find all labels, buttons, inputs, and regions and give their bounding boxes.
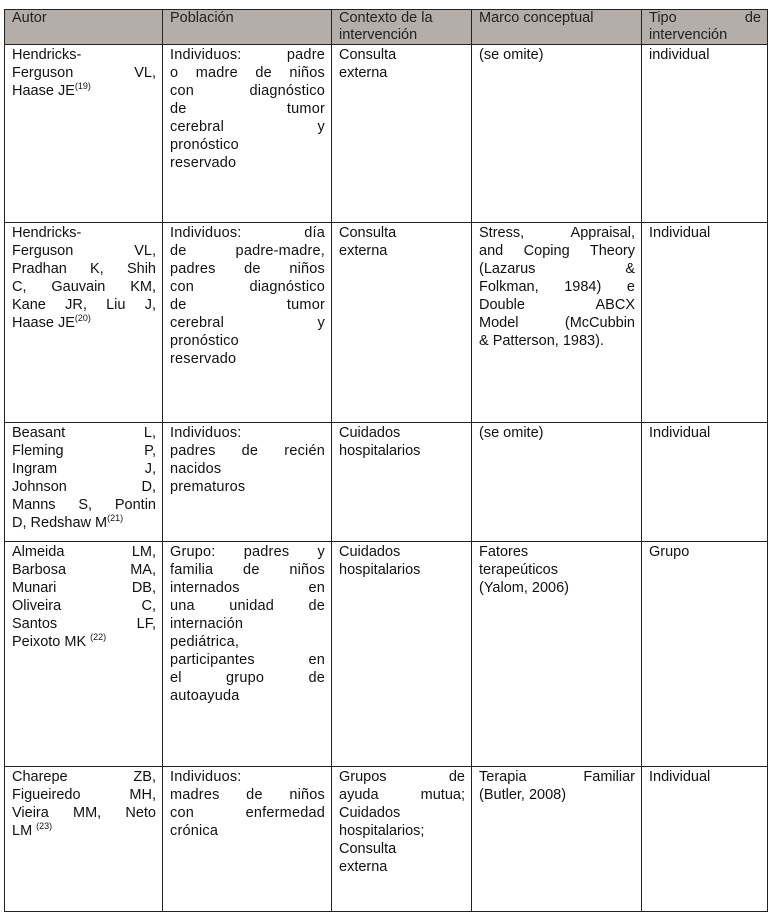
poblacion-text: Individuos: — [170, 769, 242, 785]
autor-line — [12, 278, 156, 296]
autor-line — [12, 64, 156, 82]
poblacion-text: pronóstico — [170, 137, 239, 153]
poblacion-text: o madre de niños — [170, 65, 325, 81]
contexto-line — [339, 804, 465, 822]
marco-text: Model (McCubbin — [479, 315, 635, 331]
contexto-text: hospitalarios — [339, 562, 421, 578]
poblacion-line — [170, 100, 325, 118]
autor-text: LM — [12, 823, 37, 839]
autor-line — [12, 296, 156, 314]
autor-text: Ferguson VL, — [12, 243, 156, 259]
poblacion-text: de tumor — [170, 297, 325, 313]
cell-contexto — [332, 767, 472, 912]
contexto-line — [339, 64, 465, 82]
header-marco: Marco conceptual — [472, 10, 642, 45]
cell-contexto — [332, 542, 472, 767]
cell-contexto — [332, 223, 472, 423]
contexto-text: hospitalarios — [339, 443, 421, 459]
cell-autor — [5, 223, 163, 423]
poblacion-line — [170, 350, 325, 368]
header-contexto: Contexto de la intervención — [332, 10, 472, 45]
marco-line — [479, 561, 635, 579]
poblacion-line — [170, 314, 325, 332]
reference-number: (23) — [36, 821, 53, 831]
poblacion-line — [170, 424, 325, 442]
poblacion-line — [170, 64, 325, 82]
autor-line — [12, 514, 156, 532]
poblacion-line — [170, 82, 325, 100]
autor-line — [12, 46, 156, 64]
poblacion-line — [170, 561, 325, 579]
autor-text: Vieira MM, Neto — [12, 805, 156, 821]
contexto-line — [339, 840, 465, 858]
contexto-line — [339, 46, 465, 64]
poblacion-text: madres de niños — [170, 787, 325, 803]
cell-tipo — [642, 767, 768, 912]
marco-text: Double ABCX — [479, 297, 635, 313]
cell-marco — [472, 223, 642, 423]
autor-text: Barbosa MA, — [12, 562, 156, 578]
marco-line — [479, 768, 635, 786]
autor-line — [12, 478, 156, 496]
table-row — [5, 767, 768, 912]
autor-text: Haase JE — [12, 83, 75, 99]
tipo-text: Individual — [649, 425, 711, 441]
autor-line — [12, 822, 156, 840]
autor-line — [12, 615, 156, 633]
cell-poblacion — [163, 423, 332, 542]
autor-line — [12, 561, 156, 579]
contexto-line — [339, 543, 465, 561]
autor-line — [12, 224, 156, 242]
marco-line — [479, 786, 635, 804]
autor-line — [12, 579, 156, 597]
table-row — [5, 45, 768, 223]
autor-text: Pradhan K, Shih — [12, 261, 156, 277]
contexto-text: hospitalarios; — [339, 823, 425, 839]
poblacion-text: participantes en — [170, 652, 325, 668]
cell-tipo — [642, 45, 768, 223]
header-autor: Autor — [5, 10, 163, 45]
poblacion-text: cerebral y — [170, 119, 325, 135]
marco-line — [479, 296, 635, 314]
autor-line — [12, 633, 156, 651]
poblacion-line — [170, 768, 325, 786]
cell-autor — [5, 767, 163, 912]
contexto-line — [339, 442, 465, 460]
tipo-text: Grupo — [649, 544, 690, 560]
contexto-line — [339, 822, 465, 840]
contexto-line — [339, 858, 465, 876]
poblacion-line — [170, 278, 325, 296]
autor-line — [12, 82, 156, 100]
cell-tipo — [642, 542, 768, 767]
poblacion-line — [170, 46, 325, 64]
autor-line — [12, 786, 156, 804]
header-row — [5, 10, 768, 45]
contexto-line — [339, 561, 465, 579]
autor-line — [12, 424, 156, 442]
poblacion-line — [170, 332, 325, 350]
tipo-text: Individual — [649, 769, 711, 785]
marco-text: & Patterson, 1983). — [479, 333, 604, 349]
contexto-text: Cuidados — [339, 425, 401, 441]
marco-line — [479, 224, 635, 242]
contexto-text: ayuda mutua; — [339, 787, 465, 803]
autor-line — [12, 496, 156, 514]
autor-text: Johnson D, — [12, 479, 156, 495]
cell-marco — [472, 542, 642, 767]
poblacion-text: Individuos: padre — [170, 47, 325, 63]
poblacion-text: reservado — [170, 351, 237, 367]
autor-text: D, Redshaw M — [12, 515, 108, 531]
poblacion-line — [170, 633, 325, 651]
marco-text: (Yalom, 2006) — [479, 580, 569, 596]
cell-marco — [472, 423, 642, 542]
poblacion-text: el grupo de — [170, 670, 325, 686]
poblacion-text: pediátrica, — [170, 634, 240, 650]
cell-marco — [472, 767, 642, 912]
autor-text: Ferguson VL, — [12, 65, 156, 81]
poblacion-line — [170, 651, 325, 669]
cell-contexto — [332, 423, 472, 542]
autor-line — [12, 804, 156, 822]
contexto-text: externa — [339, 859, 388, 875]
poblacion-text: con diagnóstico — [170, 279, 325, 295]
autor-text: Hendricks- — [12, 225, 82, 241]
marco-text: (Butler, 2008) — [479, 787, 567, 803]
marco-text: (se omite) — [479, 47, 544, 63]
autor-line — [12, 460, 156, 478]
marco-line — [479, 424, 635, 442]
cell-autor — [5, 45, 163, 223]
autor-line — [12, 260, 156, 278]
autor-line — [12, 543, 156, 561]
poblacion-text: de padre-madre, — [170, 243, 325, 259]
cell-tipo — [642, 423, 768, 542]
contexto-line — [339, 242, 465, 260]
poblacion-line — [170, 224, 325, 242]
header-tipo: Tipo de intervención — [642, 10, 768, 45]
contexto-text: Grupos de — [339, 769, 465, 785]
autor-line — [12, 442, 156, 460]
poblacion-text: internación — [170, 616, 244, 632]
cell-poblacion — [163, 767, 332, 912]
poblacion-line — [170, 786, 325, 804]
autor-line — [12, 242, 156, 260]
autor-line — [12, 768, 156, 786]
cell-autor — [5, 542, 163, 767]
table-row — [5, 542, 768, 767]
marco-text: (se omite) — [479, 425, 544, 441]
poblacion-text: con enfermedad — [170, 805, 325, 821]
contexto-text: Cuidados — [339, 544, 401, 560]
marco-text: and Coping Theory — [479, 243, 635, 259]
marco-line — [479, 242, 635, 260]
autor-text: C, Gauvain KM, — [12, 279, 156, 295]
table-row — [5, 423, 768, 542]
reference-number: (20) — [74, 313, 91, 323]
autor-text: Peixoto MK — [12, 634, 91, 650]
contexto-line — [339, 786, 465, 804]
reference-number: (19) — [74, 81, 91, 91]
poblacion-text: pronóstico — [170, 333, 239, 349]
poblacion-line — [170, 687, 325, 705]
contexto-text: Cuidados — [339, 805, 401, 821]
marco-text: terapeúticos — [479, 562, 558, 578]
tipo-text: individual — [649, 47, 710, 63]
table-body — [5, 45, 768, 912]
autor-text: Munari DB, — [12, 580, 156, 596]
marco-line — [479, 278, 635, 296]
autor-text: Charepe ZB, — [12, 769, 156, 785]
autor-text: Almeida LM, — [12, 544, 156, 560]
contexto-text: externa — [339, 243, 388, 259]
poblacion-text: padres de niños — [170, 261, 325, 277]
poblacion-line — [170, 118, 325, 136]
tipo-text: Individual — [649, 225, 711, 241]
marco-text: Folkman, 1984) e — [479, 279, 635, 295]
table-row — [5, 223, 768, 423]
autor-line — [12, 314, 156, 332]
poblacion-line — [170, 615, 325, 633]
autor-text: Figueiredo MH, — [12, 787, 156, 803]
autor-text: Manns S, Pontin — [12, 497, 156, 513]
marco-line — [479, 332, 635, 350]
contexto-text: externa — [339, 65, 388, 81]
marco-line — [479, 579, 635, 597]
contexto-line — [339, 768, 465, 786]
reference-number: (21) — [107, 513, 124, 523]
poblacion-text: nacidos — [170, 461, 222, 477]
autor-text: Oliveira C, — [12, 598, 156, 614]
marco-line — [479, 260, 635, 278]
cell-poblacion — [163, 45, 332, 223]
marco-line — [479, 543, 635, 561]
autor-text: Ingram J, — [12, 461, 156, 477]
cell-contexto — [332, 45, 472, 223]
poblacion-line — [170, 136, 325, 154]
autor-line — [12, 597, 156, 615]
poblacion-text: crónica — [170, 823, 219, 839]
poblacion-text: familia de niños — [170, 562, 325, 578]
autor-text: Beasant L, — [12, 425, 156, 441]
poblacion-text: Individuos: — [170, 425, 242, 441]
poblacion-text: con diagnóstico — [170, 83, 325, 99]
cell-poblacion — [163, 542, 332, 767]
poblacion-line — [170, 478, 325, 496]
contexto-line — [339, 424, 465, 442]
poblacion-line — [170, 669, 325, 687]
poblacion-text: prematuros — [170, 479, 246, 495]
literature-review-table — [4, 9, 768, 912]
marco-line — [479, 46, 635, 64]
cell-tipo — [642, 223, 768, 423]
reference-number: (22) — [90, 632, 107, 642]
cell-poblacion — [163, 223, 332, 423]
poblacion-text: cerebral y — [170, 315, 325, 331]
contexto-text: Consulta — [339, 47, 397, 63]
contexto-text: Consulta — [339, 225, 397, 241]
poblacion-text: padres de recién — [170, 443, 325, 459]
poblacion-text: internados en — [170, 580, 325, 596]
autor-text: Hendricks- — [12, 47, 82, 63]
poblacion-text: una unidad de — [170, 598, 325, 614]
cell-autor — [5, 423, 163, 542]
poblacion-text: reservado — [170, 155, 237, 171]
poblacion-line — [170, 543, 325, 561]
contexto-text: Consulta — [339, 841, 397, 857]
poblacion-line — [170, 442, 325, 460]
marco-text: (Lazarus & — [479, 261, 635, 277]
poblacion-line — [170, 260, 325, 278]
poblacion-line — [170, 804, 325, 822]
autor-text: Haase JE — [12, 315, 75, 331]
contexto-line — [339, 224, 465, 242]
marco-line — [479, 314, 635, 332]
poblacion-line — [170, 597, 325, 615]
marco-text: Stress, Appraisal, — [479, 225, 635, 241]
poblacion-text: Individuos: día — [170, 225, 325, 241]
autor-text: Santos LF, — [12, 616, 156, 632]
autor-text: Fleming P, — [12, 443, 156, 459]
poblacion-line — [170, 579, 325, 597]
poblacion-line — [170, 822, 325, 840]
marco-text: Terapia Familiar — [479, 769, 635, 785]
poblacion-text: de tumor — [170, 101, 325, 117]
poblacion-line — [170, 242, 325, 260]
poblacion-text: autoayuda — [170, 688, 240, 704]
autor-text: Kane JR, Liu J, — [12, 297, 156, 313]
poblacion-line — [170, 296, 325, 314]
poblacion-text: Grupo: padres y — [170, 544, 325, 560]
cell-marco — [472, 45, 642, 223]
poblacion-line — [170, 154, 325, 172]
marco-text: Fatores — [479, 544, 529, 560]
poblacion-line — [170, 460, 325, 478]
header-poblacion: Población — [163, 10, 332, 45]
